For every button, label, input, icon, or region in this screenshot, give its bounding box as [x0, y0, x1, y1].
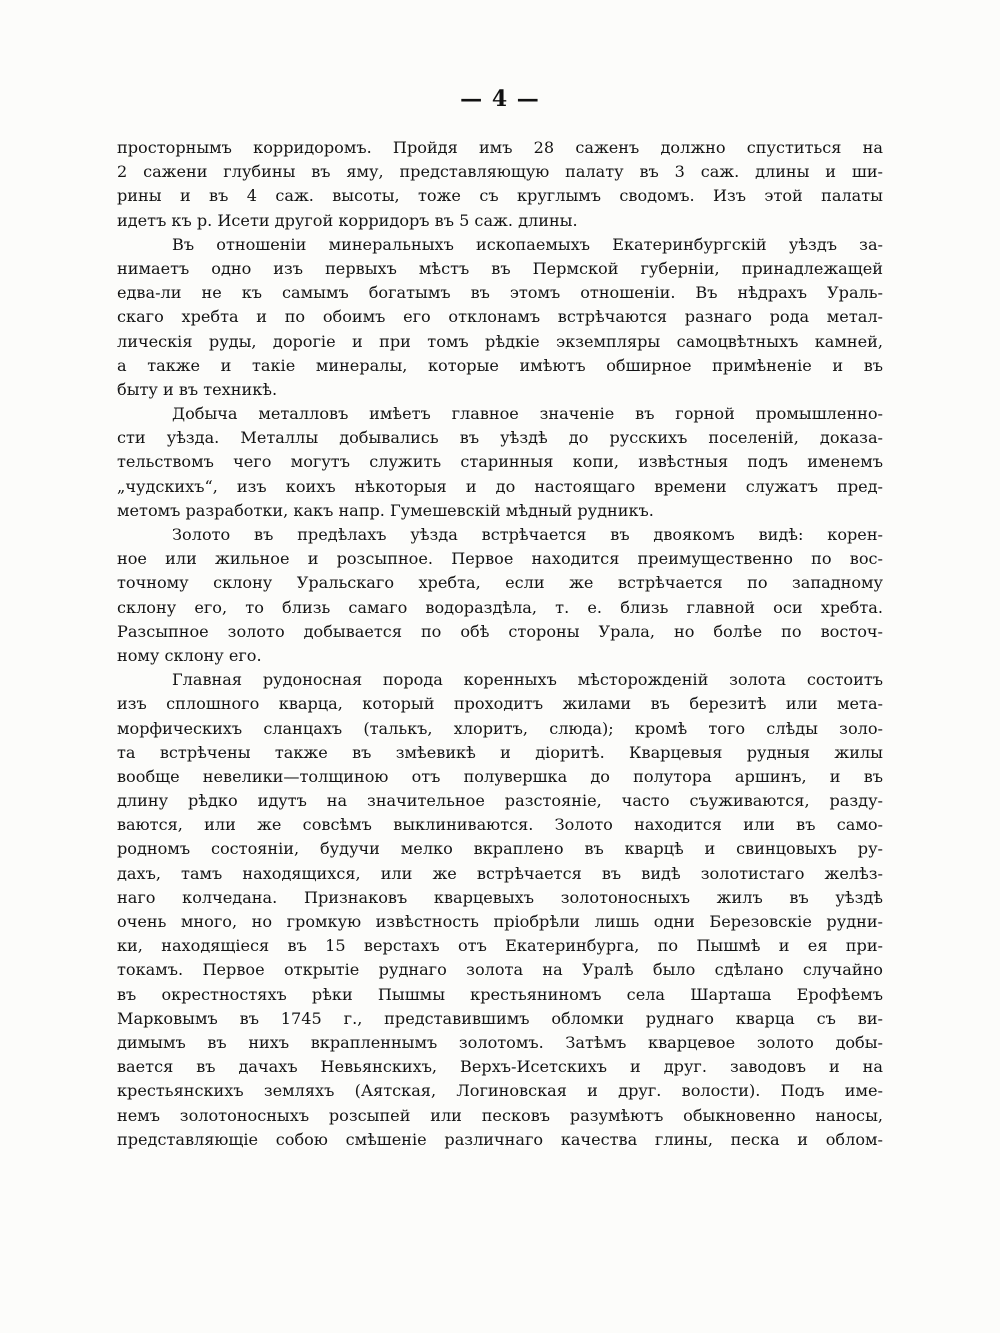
text-line: вается въ дачахъ Невьянскихъ, Верхъ-Исетскихъ и друг. заводовъ и на [117, 1057, 883, 1077]
text-line: родномъ состояніи, будучи мелко вкраплено въ кварцѣ и свинцовыхъ ру- [117, 839, 883, 859]
text-line: ки, находящіеся въ 15 верстахъ отъ Екатеринбурга, по Пышмѣ и ея при- [117, 936, 883, 956]
text-line: просторнымъ корридоромъ. Пройдя имъ 28 саженъ должно спуститься на [117, 138, 883, 157]
text-line: сти уѣзда. Металлы добывались въ уѣздѣ до русскихъ поселеній, доказа- [117, 428, 883, 448]
text-line: лическія руды, дорогіе и при томъ рѣдкіе экземпляры самоцвѣтныхъ камней, [117, 331, 883, 351]
text-line: изъ сплошного кварца, который проходитъ жилами въ березитѣ или мета- [117, 694, 883, 714]
text-line: „чудскихъ“, изъ коихъ нѣкоторыя и до настоящаго времени служатъ пред- [117, 476, 883, 496]
paragraph-start-line: Въ отношеніи минеральныхъ ископаемыхъ Екатеринбургскій уѣздъ за- [172, 234, 883, 254]
paragraph-start-line: Добыча металловъ имѣетъ главное значеніе въ горной промышленно- [172, 404, 883, 424]
body-text [117, 136, 883, 1152]
text-line: та встрѣчены также въ змѣевикѣ и діоритѣ. Кварцевыя рудныя жилы [117, 742, 883, 762]
text-line: скаго хребта и по обоимъ его отклонамъ встрѣчаются разнаго рода метал- [117, 307, 883, 327]
paragraph-start-line: Главная рудоносная порода коренныхъ мѣсторожденій золота состоитъ [172, 670, 883, 690]
text-line: быту и въ техникѣ. [117, 379, 278, 399]
text-line: склону его, то близь самаго водораздѣла, т. е. близь главной оси хребта. [117, 597, 883, 617]
text-line: дахъ, тамъ находящихся, или же встрѣчается въ видѣ золотистаго желѣз- [117, 863, 883, 883]
text-line: рины и въ 4 саж. высоты, тоже съ круглымъ сводомъ. Изъ этой палаты [117, 186, 883, 206]
text-line: немъ золотоносныхъ розсыпей или песковъ разумѣютъ обыкновенно наносы, [117, 1105, 883, 1125]
text-line: ному склону его. [117, 645, 262, 665]
paragraph-start-line: Золото въ предѣлахъ уѣзда встрѣчается въ двоякомъ видѣ: корен- [172, 525, 883, 544]
text-line: крестьянскихъ земляхъ (Аятская, Логиновская и друг. волости). Подъ име- [117, 1081, 883, 1101]
text-line: длину рѣдко идутъ на значительное разстояніе, часто съуживаются, разду- [117, 791, 883, 811]
text-line: морфическихъ сланцахъ (талькъ, хлоритъ, слюда); кромѣ того слѣды золо- [117, 718, 883, 738]
text-line: метомъ разработки, какъ напр. Гумешевскій мѣдный рудникъ. [117, 500, 654, 520]
text-line: очень много, но громкую извѣстность пріобрѣли лишь одни Березовскіе рудни- [117, 912, 883, 931]
text-line: точному склону Уральскаго хребта, если же встрѣчается по западному [117, 573, 883, 593]
text-line: идетъ къ р. Исети другой корридоръ въ 5 саж. длины. [117, 210, 578, 230]
text-line: токамъ. Первое открытіе руднаго золота на Уралѣ было сдѣлано случайно [117, 960, 883, 980]
text-line: Разсыпное золото добывается по обѣ стороны Урала, но болѣе по восточ- [117, 621, 883, 641]
page-number: — 4 — [460, 86, 540, 112]
text-line: въ окрестностяхъ рѣки Пышмы крестьяниномъ села Шарташа Ерофѣемъ [117, 984, 883, 1004]
text-line: едва-ли не къ самымъ богатымъ въ этомъ отношеніи. Въ нѣдрахъ Ураль- [117, 283, 883, 303]
text-line: а также и такіе минералы, которые имѣютъ обширное примѣненіе и въ [117, 355, 883, 375]
text-line: димымъ въ нихъ вкрапленнымъ золотомъ. Затѣмъ кварцевое золото добы- [117, 1032, 883, 1052]
text-line: 2 сажени глубины въ яму, представляющую палату въ 3 саж. длины и ши- [117, 162, 883, 182]
text-line: представляющіе собою смѣшеніе различнаго качества глины, песка и облом- [117, 1129, 883, 1149]
text-line: ваются, или же совсѣмъ выклиниваются. Золото находится или въ само- [117, 815, 883, 835]
text-line: нимаетъ одно изъ первыхъ мѣстъ въ Пермской губерніи, принадлежащей [117, 258, 883, 278]
text-line: ное или жильное и розсыпное. Первое находится преимущественно по вос- [117, 549, 883, 569]
text-line: наго колчедана. Признаковъ кварцевыхъ золотоносныхъ жилъ въ уѣздѣ [117, 887, 883, 907]
text-line: тельствомъ чего могутъ служить старинныя копи, извѣстныя подъ именемъ [117, 452, 883, 472]
text-line: Марковымъ въ 1745 г., представившимъ обломки руднаго кварца съ ви- [117, 1008, 883, 1028]
text-line: вообще невелики—толщиною отъ полувершка до полутора аршинъ, и въ [117, 766, 883, 786]
